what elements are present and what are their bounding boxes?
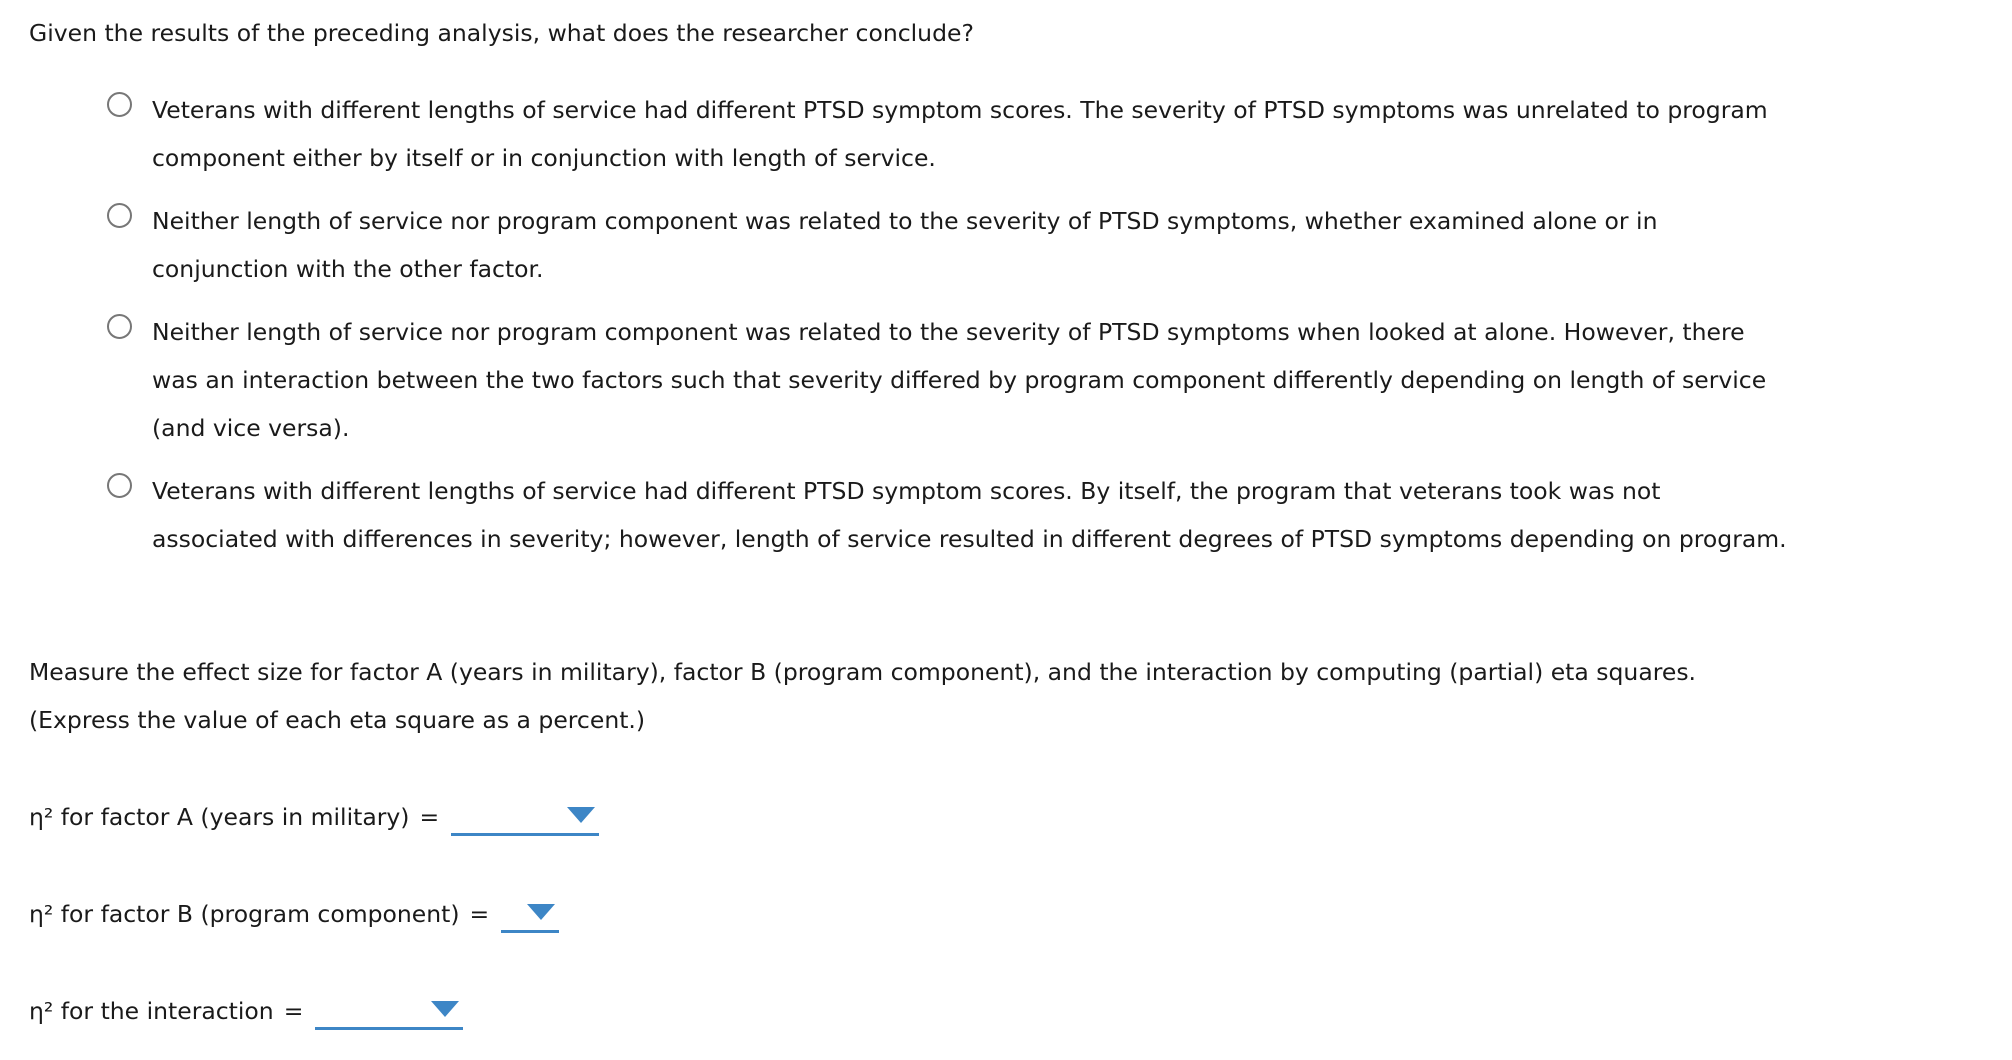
equals-sign: =: [283, 997, 304, 1025]
caret-down-icon[interactable]: [431, 1001, 459, 1017]
answer-option-line: associated with differences in severity; however, length of service resulted in different degrees of PTSD symptoms depending on program.: [152, 525, 1787, 553]
instructions-text: [29, 648, 1929, 744]
instructions-line: (Express the value of each eta square as a percent.): [29, 706, 646, 734]
equals-sign: =: [419, 803, 440, 831]
eta-interaction-dropdown[interactable]: [315, 997, 463, 1030]
answer-option-label: [152, 197, 1986, 293]
eta-factor-a-row: [29, 800, 599, 834]
answer-option-2[interactable]: [106, 197, 1986, 293]
answer-option-line: conjunction with the other factor.: [152, 255, 544, 283]
eta-factor-a-dropdown[interactable]: [451, 803, 599, 836]
answer-option-label: [152, 308, 1986, 452]
eta-factor-b-label: η² for factor B (program component): [29, 900, 460, 928]
answer-option-line: (and vice versa).: [152, 414, 350, 442]
answer-option-3[interactable]: [106, 308, 1986, 452]
answer-option-line: Neither length of service nor program component was related to the severity of PTSD symptoms when looked at alone. However, there: [152, 318, 1745, 346]
answer-option-line: component either by itself or in conjunction with length of service.: [152, 144, 936, 172]
eta-interaction-row: [29, 994, 463, 1028]
equals-sign: =: [469, 900, 490, 928]
eta-factor-b-dropdown[interactable]: [501, 900, 559, 933]
instructions-line: Measure the effect size for factor A (years in military), factor B (program component), and the interaction by computing (partial) eta squares.: [29, 658, 1697, 686]
caret-down-icon[interactable]: [567, 807, 595, 823]
answer-option-line: Veterans with different lengths of service had different PTSD symptom scores. The severity of PTSD symptoms was unrelated to program: [152, 96, 1768, 124]
question-text: Given the results of the preceding analysis, what does the researcher conclude?: [29, 19, 974, 47]
answer-option-line: Veterans with different lengths of service had different PTSD symptom scores. By itself, the program that veterans took was not: [152, 477, 1661, 505]
caret-down-icon[interactable]: [527, 904, 555, 920]
radio-button-icon[interactable]: [107, 203, 132, 228]
answer-option-label: [152, 467, 1986, 563]
radio-button-icon[interactable]: [107, 314, 132, 339]
eta-factor-b-row: [29, 897, 559, 931]
answer-option-4[interactable]: [106, 467, 1986, 563]
answer-option-line: Neither length of service nor program component was related to the severity of PTSD symptoms, whether examined alone or in: [152, 207, 1658, 235]
eta-interaction-label: η² for the interaction: [29, 997, 274, 1025]
answer-option-label: [152, 86, 1986, 182]
answer-option-1[interactable]: [106, 86, 1986, 182]
radio-button-icon[interactable]: [107, 473, 132, 498]
answer-option-line: was an interaction between the two factors such that severity differed by program component differently depending on length of service: [152, 366, 1767, 394]
answer-options: [106, 91, 1986, 583]
radio-button-icon[interactable]: [107, 92, 132, 117]
eta-factor-a-label: η² for factor A (years in military): [29, 803, 410, 831]
